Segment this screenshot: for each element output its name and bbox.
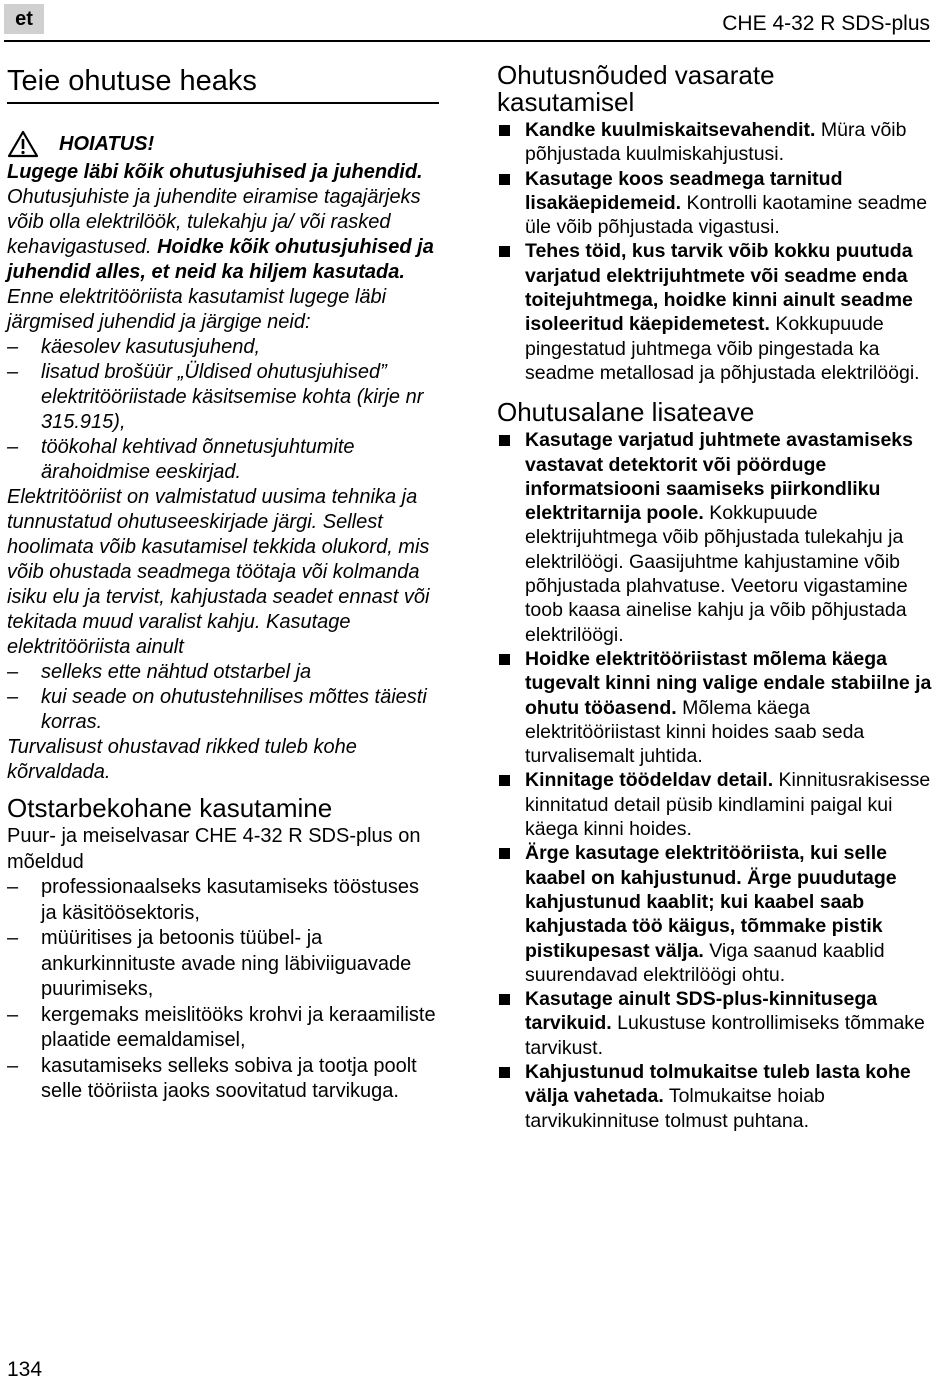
warning-text-2: Hoidke kõik ohutusjuhised ja juhendid alles, et neid ka hiljem kasutada.: [7, 236, 434, 283]
list-item: Kinnitage töödeldav detail. Kinnitusrakisesse kinnitatud detail püsib kindlamini paigal kui käega kinni hoides.: [497, 768, 937, 841]
intended-intro: Puur- ja meiselvasar CHE 4-32 R SDS-plus on mõeldud: [7, 825, 421, 873]
left-column: [7, 62, 439, 1105]
warning-lead: Lugege läbi kõik ohutusjuhised ja juhendid.: [7, 161, 423, 183]
read-list: [7, 335, 439, 485]
list-item: Hoidke elektritööriistast mõlema käega tugevalt kinni ning valige endale stabiilne ja ohutu tööasend. Mõlema käega elektritööriistast kinni hoides saab seda turvalisemalt juhtida.: [497, 647, 937, 768]
safety-title: Teie ohutuse heaks: [7, 62, 439, 104]
list-item: – käesolev kasutusjuhend,: [7, 335, 439, 360]
warning-triangle-icon: [7, 130, 39, 158]
warning-label: HOIATUS!: [59, 133, 155, 155]
warning-heading: [7, 130, 439, 158]
page-number: 134: [7, 1358, 43, 1381]
list-item: – professionaalseks kasutamiseks tööstuses ja käsitöösektoris,: [7, 875, 439, 926]
list-item: Kasutage ainult SDS-plus-kinnitusega tarvikuid. Lukustuse kontrollimiseks tõmmake tarvikust.: [497, 987, 937, 1060]
list-item: – müüritises ja betoonis tüübel- ja ankurkinnituste avade ning läbiviiguavade puurimiseks,: [7, 926, 439, 1003]
faults-text: Turvalisust ohustavad rikked tuleb kohe kõrvaldada.: [7, 736, 357, 783]
hammer-safety-list: [497, 118, 937, 385]
list-item: – töökohal kehtivad õnnetusjuhtumite ärahoidmise eeskirjad.: [7, 435, 439, 485]
list-item: – kasutamiseks selleks sobiva ja tootja poolt selle tööriista jaoks soovitatud tarvikuga.: [7, 1054, 439, 1105]
extra-safety-title: Ohutusalane lisateave: [497, 397, 755, 428]
intended-use-body: [7, 824, 439, 1105]
use-list: [7, 660, 439, 735]
list-item: – kergemaks meislitööks krohvi ja keraamiliste plaatide eemaldamisel,: [7, 1003, 439, 1054]
model-title: CHE 4-32 R SDS-plus: [722, 12, 930, 35]
list-item: Ärge kasutage elektritööriista, kui selle kaabel on kahjustunud. Ärge puudutage kahjustunud kaablit; kui kaabel saab kahjustada töö käigus, tõmmake pistik pistikupesast välja. Viga saanud kaablid suurendavad elektrilöögi ohtu.: [497, 841, 937, 987]
header-rule: [4, 40, 930, 42]
list-item: Tehes töid, kus tarvik võib kokku puutuda varjatud elektrijuhtmete või seadme enda toitejuhtmega, hoidke kinni ainult seadme isoleeritud käepidemetest. Kokkupuude pingestatud juhtmega võib pingestada ka seadme metallosad ja põhjustada elektrilöögi.: [497, 239, 937, 385]
list-item: Kasutage varjatud juhtmete avastamiseks vastavat detektorit või pöörduge informatsiooni saamiseks piirkondliku elektritarnija poole. Kokkupuude elektrijuhtmega võib põhjustada tulekahju ja elektrilöögi. Gaasijuhtme kahjustamine võib põhjustada plahvatuse. Veetoru vigastamine toob kaasa ainelise kahju ja võib põhjustada elektrilöögi.: [497, 428, 937, 647]
list-item: – lisatud brošüür „Üldised ohutusjuhised” elektritööriistade käsitsemise kohta (kirje nr 315.915),: [7, 360, 439, 435]
right-column: [497, 62, 937, 1133]
list-item: Kahjustunud tolmukaitse tuleb lasta kohe välja vahetada. Tolmukaitse hoiab tarvikukinnituse tolmust puhtana.: [497, 1060, 937, 1133]
intended-use-title: Otstarbekohane kasutamine: [7, 793, 333, 823]
warning-body: [7, 160, 439, 785]
list-item: – kui seade on ohutustehnilises mõttes täiesti korras.: [7, 685, 439, 735]
extra-safety-list: [497, 428, 937, 1133]
warning-text-1: Ohutusjuhiste ja juhendite eiramise tagajärjeks võib olla elektrilöök, tulekahju ja/ või rasked kehavigastused.: [7, 186, 421, 258]
read-intro: Enne elektritööriista kasutamist lugege läbi järgmised juhendid ja järgige neid:: [7, 286, 387, 333]
intended-list: [7, 875, 439, 1105]
list-item: Kandke kuulmiskaitsevahendit. Müra võib põhjustada kuulmiskahjustusi.: [497, 118, 937, 167]
list-item: Kasutage koos seadmega tarnitud lisakäepidemeid. Kontrolli kaotamine seadme üle võib põhjustada vigastusi.: [497, 167, 937, 240]
state-text: Elektritööriist on valmistatud uusima tehnika ja tunnustatud ohutuseeskirjade järgi. Sellest hoolimata võib kasutamisel tekkida olukord, mis võib ohustada seadmega töötaja või kolmanda isiku elu ja tervist, kahjustada seadet ennast või tekitada muud varalist kahju. Kasutage elektritööriista ainult: [7, 486, 430, 658]
list-item: – selleks ette nähtud otstarbel ja: [7, 660, 439, 685]
language-badge: et: [4, 4, 44, 34]
hammer-safety-title: Ohutusnõuded vasarate kasutamisel: [497, 60, 775, 117]
